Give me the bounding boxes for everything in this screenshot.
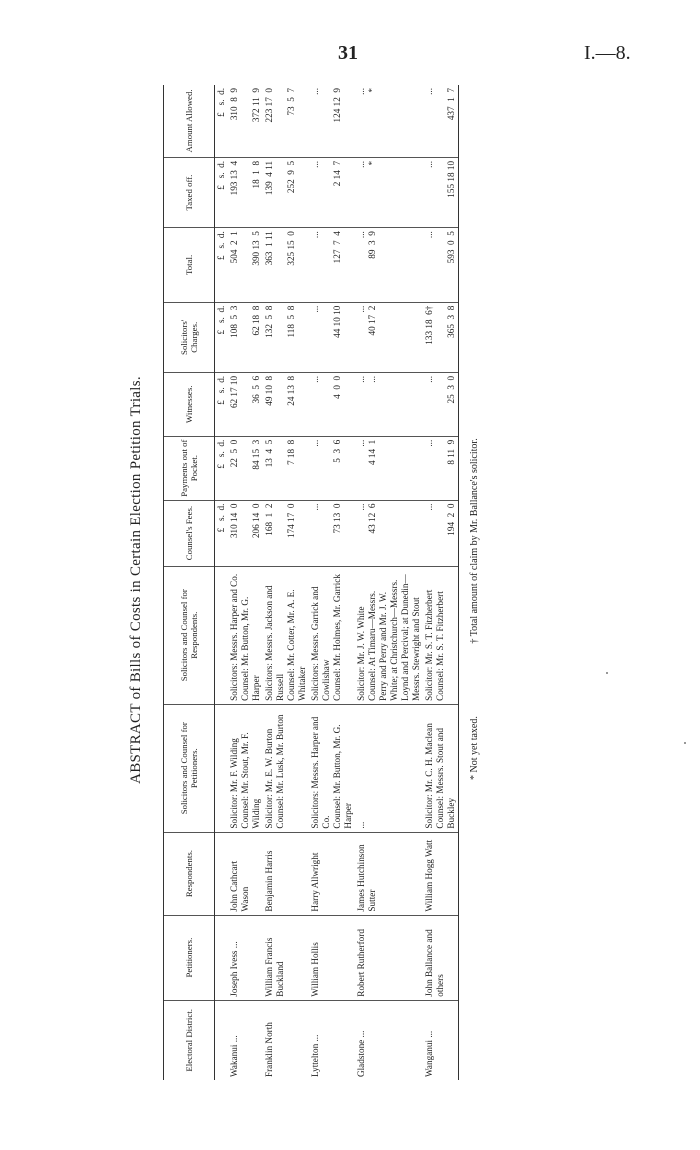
respondents-cell: James Hutchinson Sutter [355,832,423,915]
amount-allowed-cell: ... 124 12 9 [309,85,355,157]
taxed-off-cell: ... 2 14 7 [309,157,355,227]
witnesses-cell: ... 4 0 0 [309,372,355,436]
counsel-fees-cell: 168 1 2 174 17 0 [263,500,309,566]
header-row [164,85,215,1080]
total-cell: 504 2 1 390 13 5 [228,228,263,302]
electoral-district-cell: Wakanui ... [229,1035,239,1077]
rotated-table-area [125,80,595,1080]
unit-label: £ s. d. [215,228,229,302]
col-header: Solicitors and Counsel for Respondents. [164,566,215,704]
payments-out-of-pocket-cell: ... 5 3 6 [309,436,355,500]
solicitors-charges-cell: 108 5 3 62 18 8 [228,302,263,372]
amount-allowed-cell: 310 8 9 372 11 9 [228,85,263,157]
col-header: Amount Allowed. [164,85,215,157]
footnotes [469,80,480,780]
col-header: Total. [164,228,215,302]
payments-out-of-pocket-cell: 22 5 0 84 15 3 [228,436,263,500]
witnesses-cell: 62 17 10 36 5 6 [228,372,263,436]
col-header: Counsel's Fees. [164,500,215,566]
electoral-district-cell: Wanganui ... [423,1000,459,1080]
solicitors-charges-cell: ... 40 17 2 [355,302,423,372]
petitioner-solicitors-cell: Solicitors: Messrs. Harper and Co. Counsel: Mr. Button, Mr. G. Harper [309,704,355,832]
petitioner-solicitors-cell: ... [355,704,423,832]
witnesses-cell: 49 10 8 24 13 8 [263,372,309,436]
electoral-district-cell: Lyttelton ... [310,1034,320,1077]
solicitors-charges-cell: 133 18 6† 365 3 8 [423,302,459,372]
total-cell: ... 593 0 5 [423,228,459,302]
footnote-total-claim: † Total amount of claim by Mr. Ballance's solicitor. [469,438,480,644]
document-reference: I.—8. [584,42,631,64]
margin-mark [606,672,608,674]
solicitors-charges-cell: 132 5 8 118 5 8 [263,302,309,372]
petitioners-cell: John Ballance and others [423,915,459,1000]
respondents-cell: Benjamin Harris [263,832,309,915]
witnesses-cell: ... ... [355,372,423,436]
witnesses-cell: ... 25 3 0 [423,372,459,436]
petitioner-solicitors-cell: Solicitor: Mr. E. W. Burton Counsel: Mr. Lusk, Mr. Burton [263,704,309,832]
margin-mark [684,742,686,744]
page-number: 31 [338,42,358,64]
counsel-fees-cell: ... 43 12 6 [355,500,423,566]
footnote-not-taxed: * Not yet taxed. [469,716,480,780]
respondents-cell: William Hogg Watt [423,832,459,915]
col-header: Payments out of Pocket. [164,436,215,500]
amount-allowed-cell: ... * [355,85,423,157]
counsel-fees-cell: ... 73 13 0 [309,500,355,566]
petitioners-cell: Robert Rutherford [355,915,423,1000]
unit-label: £ s. d. [215,85,229,157]
respondent-solicitors-cell: Solicitors: Messrs. Harper and Co. Counsel: Mr. Button, Mr. G. Harper [228,566,263,704]
respondents-cell: Harry Allwright [309,832,355,915]
payments-out-of-pocket-cell: 13 4 5 7 18 8 [263,436,309,500]
taxed-off-cell: ... * [355,157,423,227]
respondent-solicitors-cell: Solicitor: Mr. S. T. Fitzherbert Counsel: Mr. S. T. Fitzherbert [423,566,459,704]
col-header: Witnesses. [164,372,215,436]
col-header: Respondents. [164,832,215,915]
petitioners-cell: William Francis Buckland [263,915,309,1000]
counsel-fees-cell: 310 14 0 206 14 0 [228,500,263,566]
respondent-solicitors-cell: Solicitors: Messrs. Garrick and Cowlishaw Counsel: Mr. Holmes, Mr. Garrick [309,566,355,704]
payments-out-of-pocket-cell: ... 8 11 9 [423,436,459,500]
unit-label: £ s. d. [215,372,229,436]
counsel-fees-cell: ... 194 2 0 [423,500,459,566]
petitioner-solicitors-cell: Solicitor: Mr. F. Wilding Counsel: Mr. Stout, Mr. F. Wilding [228,704,263,832]
respondents-cell: John Cathcart Wason [228,832,263,915]
col-header: Solicitors' Charges. [164,302,215,372]
unit-label: £ s. d. [215,500,229,566]
petitioners-cell: William Hollis [309,915,355,1000]
solicitors-charges-cell: ... 44 10 10 [309,302,355,372]
table-title: ABSTRACT of Bills of Costs in Certain Election Petition Trials. [128,376,144,784]
table-row [263,85,309,1080]
amount-allowed-cell: 223 17 0 73 5 7 [263,85,309,157]
respondent-solicitors-cell: Solicitors: Messrs. Jackson and Russell Counsel: Mr. Cotter, Mr. A. E. Whitaker [263,566,309,704]
col-header: Electoral District. [164,1000,215,1080]
petitioner-solicitors-cell: Solicitor: Mr. C. H. Maclean Counsel: Messrs. Stout and Buckley [423,704,459,832]
total-cell: ... 89 3 9 [355,228,423,302]
table-row [423,85,459,1080]
col-header: Petitioners. [164,915,215,1000]
col-header: Solicitors and Counsel for Petitioners. [164,704,215,832]
payments-out-of-pocket-cell: ... 4 14 1 [355,436,423,500]
total-cell: 363 1 11 325 15 0 [263,228,309,302]
electoral-district-cell: Franklin North [264,1022,274,1077]
table-row [309,85,355,1080]
taxed-off-cell: ... 155 18 10 [423,157,459,227]
respondent-solicitors-cell: Solicitor: Mr. J. W. White Counsel: At Timaru—Messrs. Perry and Perry and Mr. J. W. White; at Christchurch—Messrs. Loynd and Percival; at Dunedin—Messrs. Stewright and Stout [355,566,423,704]
taxed-off-cell: 139 4 11 252 9 5 [263,157,309,227]
electoral-district-cell: Gladstone ... [356,1030,366,1077]
taxed-off-cell: 193 13 4 18 1 8 [228,157,263,227]
amount-allowed-cell: ... 437 1 7 [423,85,459,157]
petitioners-cell: Joseph Ivess ... [228,915,263,1000]
units-row [215,85,229,1080]
unit-label: £ s. d. [215,302,229,372]
table-row [228,85,263,1080]
total-cell: ... 127 7 4 [309,228,355,302]
costs-table [163,85,459,1080]
table-row [355,85,423,1080]
unit-label: £ s. d. [215,436,229,500]
col-header: Taxed off. [164,157,215,227]
unit-label: £ s. d. [215,157,229,227]
